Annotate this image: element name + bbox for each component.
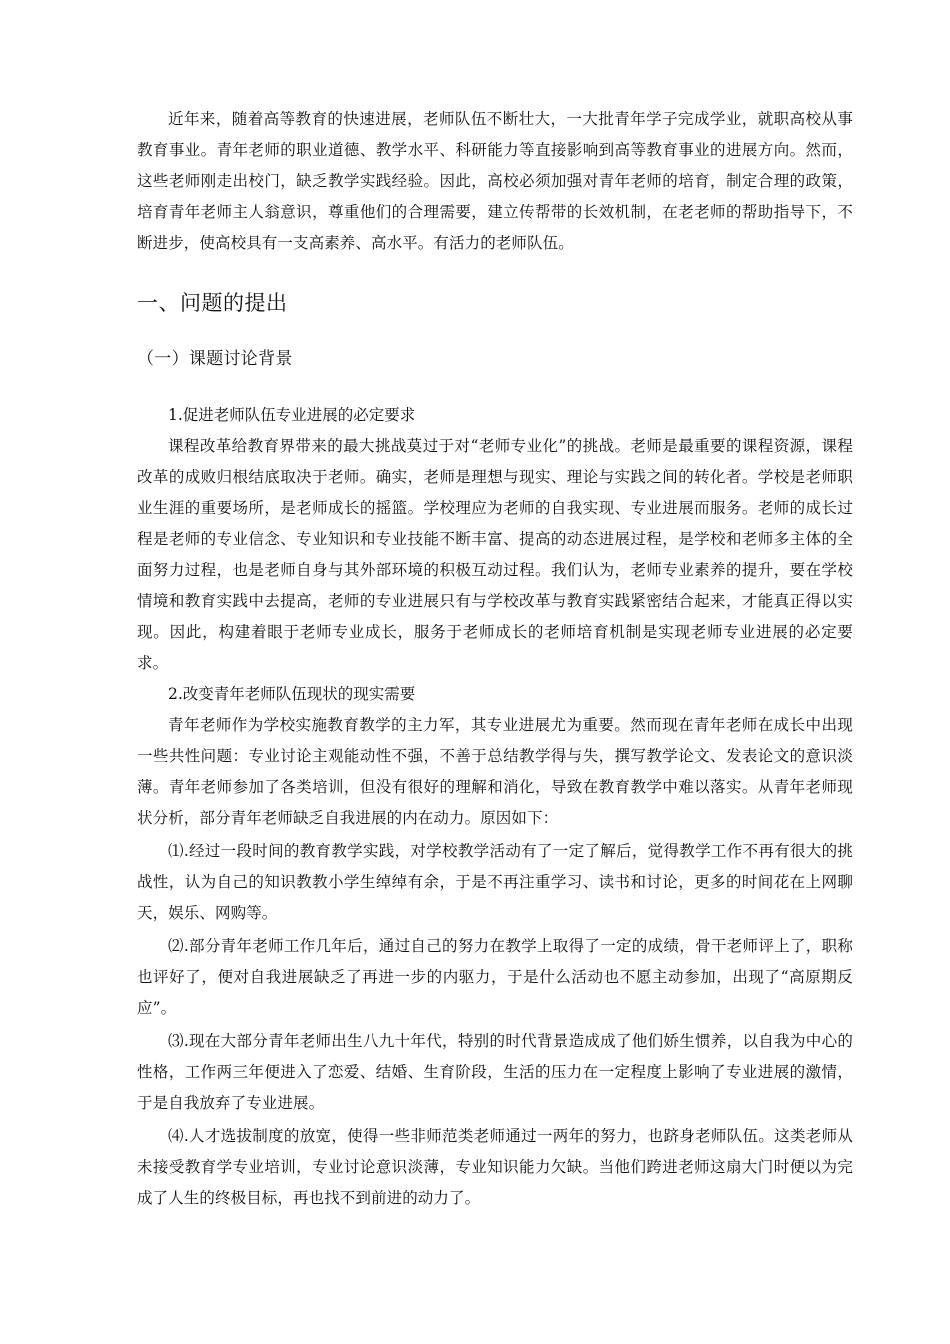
item-heading-1: 1.促进老师队伍专业进展的必定要求 bbox=[168, 406, 416, 424]
document-body bbox=[137, 104, 853, 1214]
reason-point-2: ⑵.部分青年老师工作几年后，通过自己的努力在教学上取得了一定的成绩，骨干老师评上了，职称也评好了，便对自我进展缺乏了再进一步的内驱力，于是什么活动也不愿主动参加，出现了“高原期反应”。 bbox=[137, 937, 853, 1017]
reason-point-1: ⑴.经过一段时间的教育教学实践，对学校教学活动有了一定了解后，觉得教学工作不再有很大的挑战性，认为自己的知识教教小学生绰绰有余，于是不再注重学习、读书和讨论，更多的时间花在上网聊天，娱乐、网购等。 bbox=[137, 842, 853, 922]
section-heading: 一、问题的提出 bbox=[137, 291, 288, 315]
subsection-heading: （一）课题讨论背景 bbox=[137, 349, 293, 369]
intro-paragraph: 近年来，随着高等教育的快速进展，老师队伍不断壮大，一大批青年学子完成学业，就职高校从事教育事业。青年老师的职业道德、教学水平、科研能力等直接影响到高等教育事业的进展方向。然而，这些老师刚走出校门，缺乏教学实践经验。因此，高校必须加强对青年老师的培育，制定合理的政策，培育青年老师主人翁意识，尊重他们的合理需要，建立传帮带的长效机制，在老老师的帮助指导下，不断进步，使高校具有一支高素养、高水平。有活力的老师队伍。 bbox=[137, 110, 853, 252]
item-body-2: 青年老师作为学校实施教育教学的主力军，其专业进展尤为重要。然而现在青年老师在成长中出现一些共性问题：专业讨论主观能动性不强，不善于总结教学得与失，撰写教学论文、发表论文的意识淡薄。青年老师参加了各类培训，但没有很好的理解和消化，导致在教育教学中难以落实。从青年老师现状分析，部分青年老师缺乏自我进展的内在动力。原因如下： bbox=[137, 716, 853, 827]
reason-point-3: ⑶.现在大部分青年老师出生八九十年代，特别的时代背景造成成了他们娇生惯养，以自我为中心的性格，工作两三年便进入了恋爱、结婚、生育阶段，生活的压力在一定程度上影响了专业进展的激情，于是自我放弃了专业进展。 bbox=[137, 1032, 853, 1112]
item-heading-2: 2.改变青年老师队伍现状的现实需要 bbox=[168, 685, 416, 703]
reason-point-4: ⑷.人才选拔制度的放宽，使得一些非师范类老师通过一两年的努力，也跻身老师队伍。这类老师从未接受教育学专业培训，专业讨论意识淡薄，专业知识能力欠缺。当他们跨进老师这扇大门时便以为完成了人生的终极目标，再也找不到前进的动力了。 bbox=[137, 1127, 853, 1207]
item-body-1: 课程改革给教育界带来的最大挑战莫过于对“老师专业化”的挑战。老师是最重要的课程资源，课程改革的成败归根结底取决于老师。确实，老师是理想与现实、理论与实践之间的转化者。学校是老师职业生涯的重要场所，是老师成长的摇篮。学校理应为老师的自我实现、专业进展而服务。老师的成长过程是老师的专业信念、专业知识和专业技能不断丰富、提高的动态进展过程，是学校和老师多主体的全面努力过程，也是老师自身与其外部环境的积极互动过程。我们认为，老师专业素养的提升，要在学校情境和教育实践中去提高，老师的专业进展只有与学校改革与教育实践紧密结合起来，才能真正得以实现。因此，构建着眼于老师专业成长，服务于老师成长的老师培育机制是实现老师专业进展的必定要求。 bbox=[137, 437, 853, 672]
